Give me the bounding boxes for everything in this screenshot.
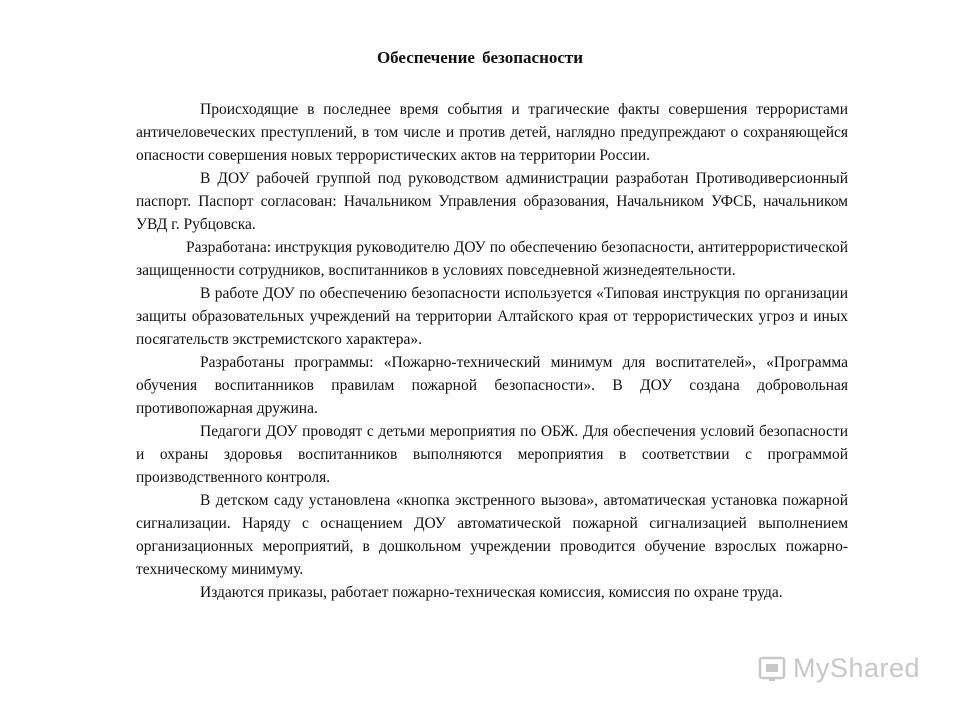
paragraph-3: Разработана: инструкция руководителю ДОУ по обеспечению безопасности, антитеррористической защищенности сотрудников, воспитанников в условиях повседневной жизнедеятельности.	[136, 239, 848, 279]
page-title: Обеспечение безопасности	[376, 48, 584, 67]
watermark-text: MyShared	[792, 653, 920, 683]
paragraph-6: Педагоги ДОУ проводят с детьми мероприятия по ОБЖ. Для обеспечения условий безопасности и охраны здоровья воспитанников выполняются мероприятия в соответствии с программой производственного контроля.	[136, 423, 848, 486]
paragraph-4: В работе ДОУ по обеспечению безопасности используется «Типовая инструкция по организации защиты образовательных учреждений на территории Алтайского края от террористических угроз и иных посягательств экстремистского характера».	[136, 285, 848, 348]
paragraph-7: В детском саду установлена «кнопка экстренного вызова», автоматическая установка пожарной сигнализации. Наряду с оснащением ДОУ автоматической пожарной сигнализацией выполнением организационных мероприятий, в дошкольном учреждении проводится обучение взрослых пожарно-техническому минимуму.	[136, 492, 848, 578]
paragraph-5: Разработаны программы: «Пожарно-технический минимум для воспитателей», «Программа обучения воспитанников правилам пожарной безопасности». В ДОУ создана добровольная противопожарная дружина.	[136, 354, 848, 417]
document-body	[136, 98, 848, 604]
watermark	[757, 653, 920, 684]
paragraph-1: Происходящие в последнее время события и трагические факты совершения террористами античеловеческих преступлений, в том числе и против детей, наглядно предупреждают о сохраняющейся опасности совершения новых террористических актов на территории России.	[136, 101, 848, 164]
paragraph-8: Издаются приказы, работает пожарно-техническая комиссия, комиссия по охране труда.	[200, 584, 783, 601]
paragraph-2: В ДОУ рабочей группой под руководством администрации разработан Противодиверсионный паспорт. Паспорт согласован: Начальником Управления образования, Начальником УФСБ, начальником УВД г. Рубцовска.	[136, 170, 848, 233]
myshared-logo-icon	[757, 654, 787, 684]
